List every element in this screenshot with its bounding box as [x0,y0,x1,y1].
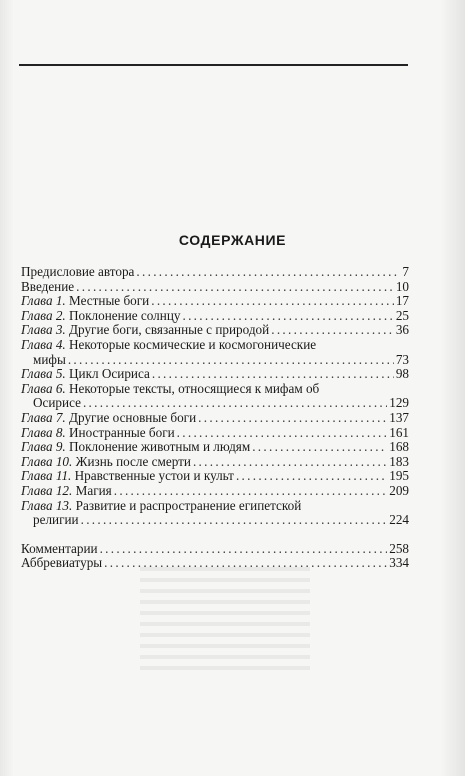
leader-dots [152,367,394,382]
toc-page-number: 137 [389,409,409,425]
toc-entry-chapter-9[interactable] [21,440,409,455]
leader-dots [83,396,387,411]
toc-entry-chapter-12[interactable] [21,484,409,499]
toc-entry-title-continued: мифы [33,351,66,367]
toc-entry-title: Другие боги, связанные с природой [69,322,270,338]
toc-entry-title: Аббревиатуры [21,555,103,571]
chapter-label: Глава 3. [21,322,66,338]
toc-page-number: 25 [395,307,409,323]
toc-entry-title: Развитие и распространение египетской [75,497,302,513]
toc-entry-title: Некоторые тексты, относящиеся к мифам об [69,380,320,396]
toc-entry-title: Поклонение животным и людям [69,439,251,455]
leader-dots [81,513,388,528]
toc-entry-chapter-11[interactable] [21,469,409,484]
toc-entry-title: Некоторые космические и космогонические [69,336,317,352]
toc-entry-title: Цикл Осириса [69,366,150,382]
toc-page-number: 129 [389,395,409,411]
toc-entry-introduction[interactable] [21,280,409,295]
chapter-label: Глава 8. [21,424,66,440]
toc-entry-title: Иностранные боги [69,424,175,440]
leader-dots [68,353,394,368]
chapter-label: Глава 5. [21,366,66,382]
chapter-label: Глава 4. [21,336,66,352]
leader-dots [193,455,387,470]
leader-dots [182,309,393,324]
toc-entry-title: Местные боги [69,293,150,309]
chapter-label: Глава 12. [21,482,73,498]
toc-entry-title: Магия [75,482,112,498]
toc-page-number: 17 [395,293,409,309]
toc-page-number: 258 [389,540,409,556]
leader-dots [177,426,388,441]
chapter-label: Глава 2. [21,307,66,323]
header-rule [19,64,408,66]
toc-page-number: 195 [389,468,409,484]
leader-dots [114,484,387,499]
chapter-label: Глава 10. [21,453,73,469]
leader-dots [271,323,394,338]
leader-dots [136,265,400,280]
leader-dots [76,280,394,295]
toc-page-number: 183 [389,453,409,469]
leader-dots [198,411,387,426]
toc-entry-chapter-13[interactable] [21,499,409,528]
toc-page-number: 73 [395,351,409,367]
toc-page-number: 161 [389,424,409,440]
toc-entry-chapter-5[interactable] [21,367,409,382]
toc-entry-title: Другие основные боги [69,409,197,425]
toc-entry-title: Жизнь после смерти [75,453,191,469]
toc-entry-chapter-4[interactable] [21,338,409,367]
toc-page-number: 224 [389,512,409,528]
toc-entry-chapter-6[interactable] [21,382,409,411]
toc-entry-title: Комментарии [21,540,98,556]
toc-page-number: 209 [389,482,409,498]
toc-entry-title: Предисловие автора [21,264,135,279]
toc-entry-chapter-10[interactable] [21,455,409,470]
chapter-label: Глава 6. [21,380,66,396]
chapter-label: Глава 11. [21,468,72,484]
chapter-label: Глава 9. [21,439,66,455]
leader-dots [151,294,394,309]
toc-page-number: 10 [395,278,409,294]
toc-page-number: 334 [389,555,409,571]
leader-dots [252,440,387,455]
toc-entry-commentary[interactable] [21,542,409,557]
toc-page-number: 168 [389,439,409,455]
toc-entry-title: Поклонение солнцу [69,307,181,323]
toc-page-number: 98 [395,366,409,382]
toc-entry-title-continued: Осирисе [33,395,81,411]
chapter-label: Глава 13. [21,497,73,513]
toc-entry-title: Введение [21,278,75,294]
chapter-label: Глава 7. [21,409,66,425]
toc-page-number: 7 [402,264,409,279]
toc-entry-preface[interactable] [21,265,409,280]
toc-entry-chapter-2[interactable] [21,309,409,324]
toc-entry-chapter-7[interactable] [21,411,409,426]
toc-entry-title-continued: религии [33,512,79,528]
leader-dots [100,542,388,557]
bleed-through-text [140,560,310,677]
toc-entry-chapter-3[interactable] [21,323,409,338]
page-title: СОДЕРЖАНИЕ [178,232,287,248]
leader-dots [236,469,387,484]
table-of-contents [21,265,409,571]
toc-page-number: 36 [395,322,409,338]
toc-entry-chapter-8[interactable] [21,426,409,441]
section-gap [21,528,409,542]
toc-entry-chapter-1[interactable] [21,294,409,309]
toc-entry-title: Нравственные устои и культ [74,468,234,484]
chapter-label: Глава 1. [21,293,66,309]
